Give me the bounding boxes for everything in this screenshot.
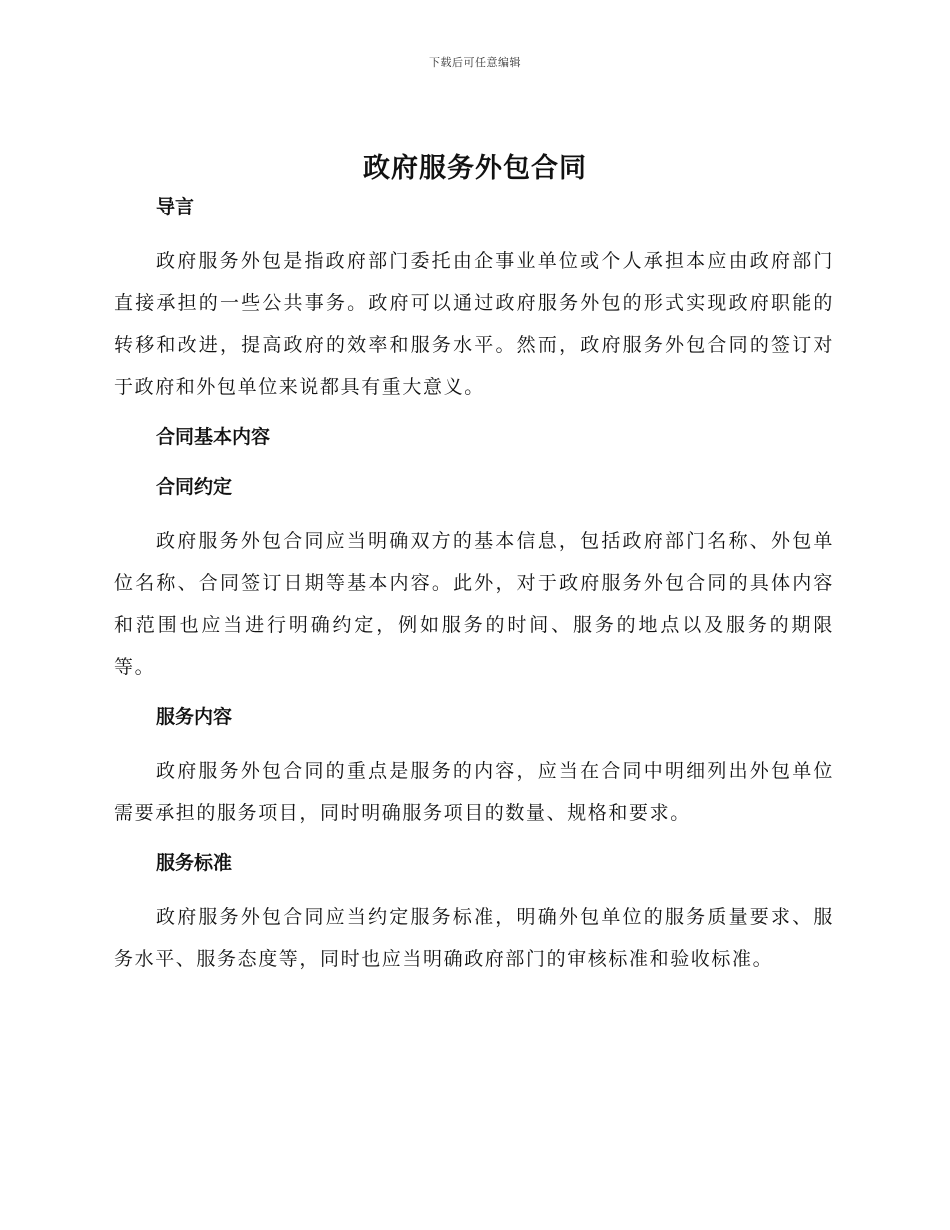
section-heading-basic-content: 合同基本内容 <box>156 426 271 448</box>
paragraph-service-content: 政府服务外包合同的重点是服务的内容，应当在合同中明细列出外包单位需要承担的服务项目，同时明确服务项目的数量、规格和要求。 <box>114 760 834 824</box>
section-heading-service-content: 服务内容 <box>156 706 233 728</box>
paragraph-intro: 政府服务外包是指政府部门委托由企事业单位或个人承担本应由政府部门直接承担的一些公共事务。政府可以通过政府服务外包的形式实现政府职能的转移和改进，提高政府的效率和服务水平。然而，政府服务外包合同的签订对于政府和外包单位来说都具有重大意义。 <box>114 250 834 398</box>
section-heading-agreement: 合同约定 <box>156 476 233 498</box>
header-note: 下载后可任意编辑 <box>429 56 521 69</box>
document-body <box>114 190 834 980</box>
section-heading-service-standard: 服务标准 <box>156 852 233 874</box>
paragraph-agreement: 政府服务外包合同应当明确双方的基本信息，包括政府部门名称、外包单位名称、合同签订日期等基本内容。此外，对于政府服务外包合同的具体内容和范围也应当进行明确约定，例如服务的时间、服务的地点以及服务的期限等。 <box>114 530 834 678</box>
section-heading-intro: 导言 <box>156 196 195 218</box>
paragraph-service-standard: 政府服务外包合同应当约定服务标准，明确外包单位的服务质量要求、服务水平、服务态度等，同时也应当明确政府部门的审核标准和验收标准。 <box>114 906 834 970</box>
document-title: 政府服务外包合同 <box>363 153 587 184</box>
